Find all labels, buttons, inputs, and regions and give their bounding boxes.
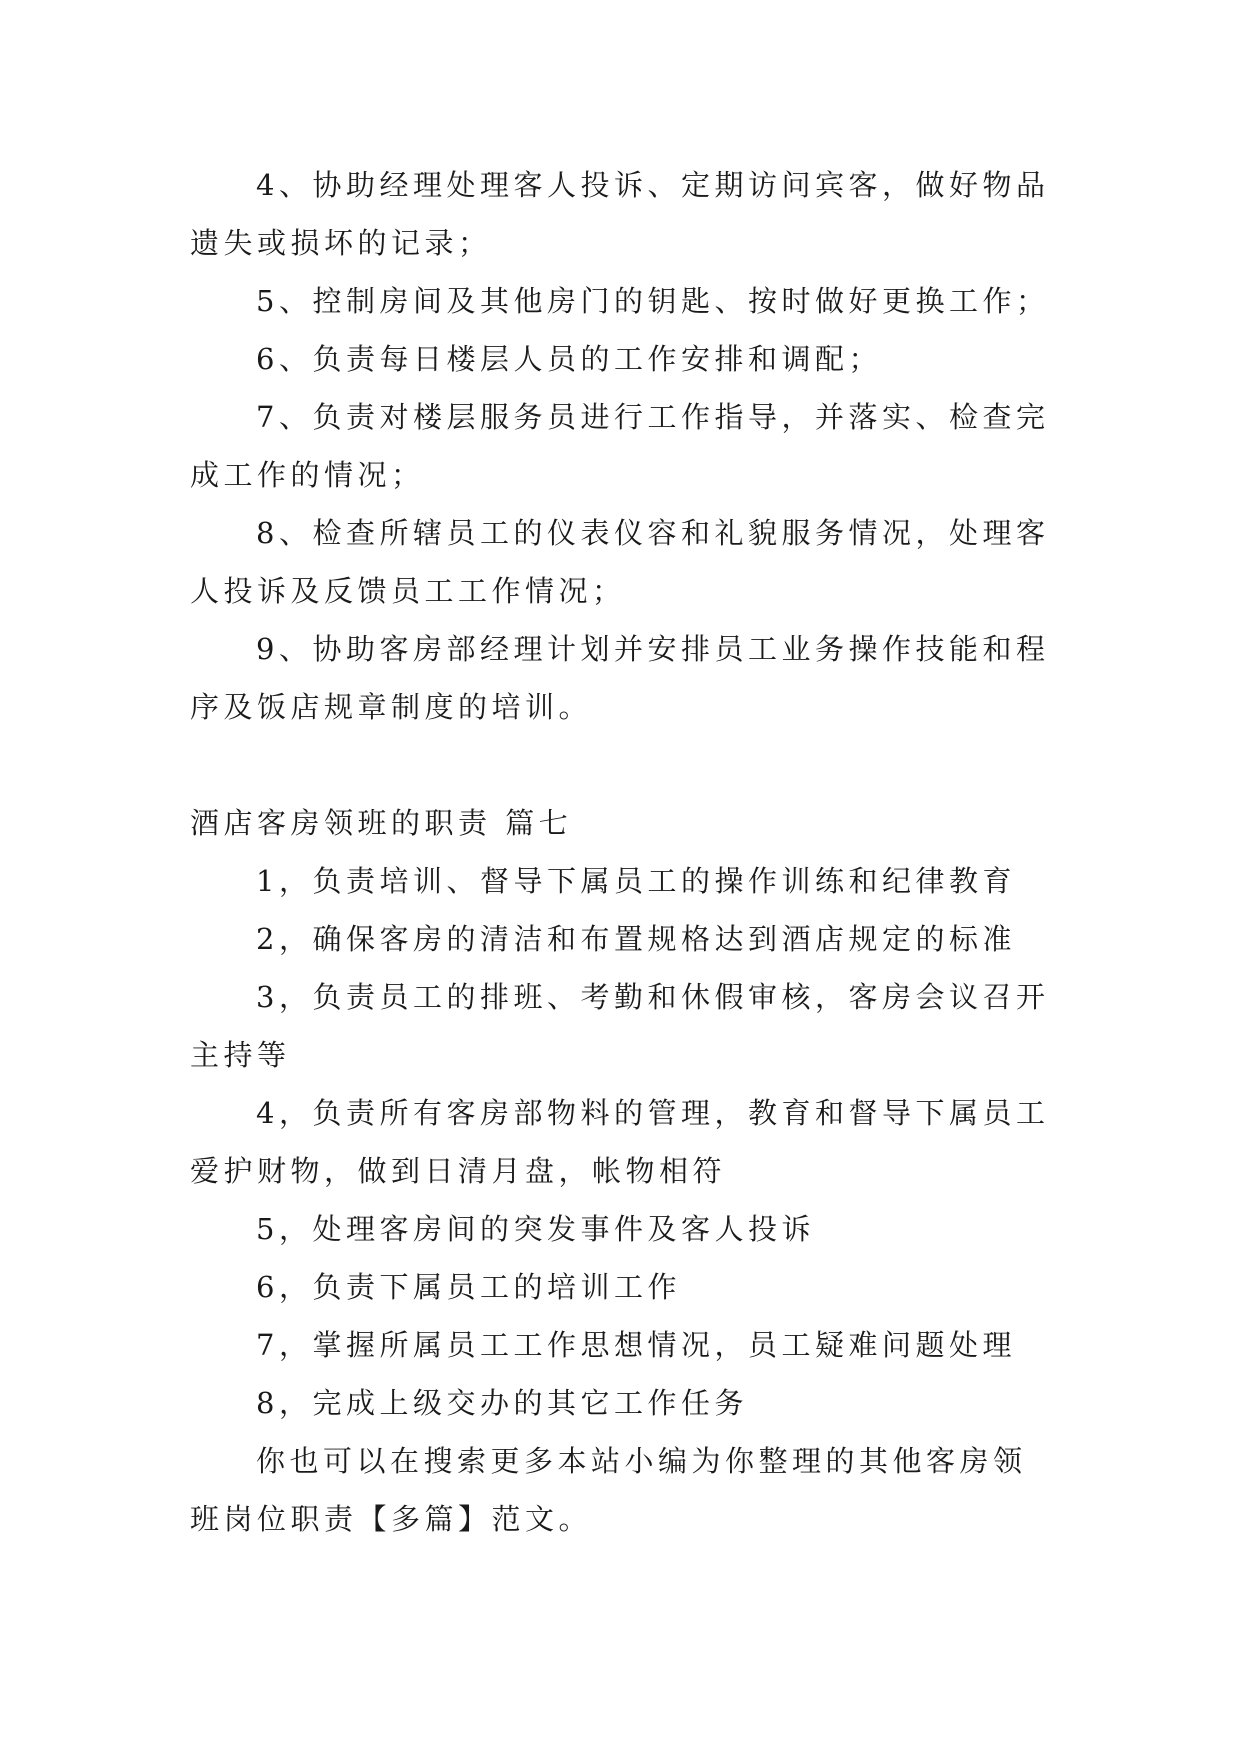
list-item: 8、检查所辖员工的仪表仪容和礼貌服务情况，处理客人投诉及反馈员工工作情况； — [190, 516, 1050, 608]
list-item: 4，负责所有客房部物料的管理，教育和督导下属员工爱护财物，做到日清月盘，帐物相符 — [190, 1096, 1050, 1188]
list-item: 6、负责每日楼层人员的工作安排和调配； — [256, 342, 882, 376]
list-item: 3，负责员工的排班、考勤和休假审核，客房会议召开主持等 — [190, 980, 1050, 1072]
section-spacer — [190, 736, 1050, 794]
list-item: 6，负责下属员工的培训工作 — [256, 1270, 681, 1304]
closing-paragraph: 你也可以在搜索更多本站小编为你整理的其他客房领班岗位职责【多篇】范文。 — [190, 1444, 1027, 1536]
list-item: 7、负责对楼层服务员进行工作指导，并落实、检查完成工作的情况； — [190, 400, 1050, 492]
list-item: 9、协助客房部经理计划并安排员工业务操作技能和程序及饭店规章制度的培训。 — [190, 632, 1050, 724]
list-item: 1，负责培训、督导下属员工的操作训练和纪律教育 — [256, 864, 1016, 898]
list-item: 5，处理客房间的突发事件及客人投诉 — [256, 1212, 815, 1246]
section-heading: 酒店客房领班的职责 篇七 — [190, 806, 573, 840]
document-page — [190, 156, 1050, 1548]
list-item: 8，完成上级交办的其它工作任务 — [256, 1386, 748, 1420]
list-item: 4、协助经理处理客人投诉、定期访问宾客，做好物品遗失或损坏的记录； — [190, 168, 1050, 260]
list-item: 5、控制房间及其他房门的钥匙、按时做好更换工作； — [256, 284, 1050, 318]
list-item: 7，掌握所属员工工作思想情况，员工疑难问题处理 — [256, 1328, 1016, 1362]
list-item: 2，确保客房的清洁和布置规格达到酒店规定的标准 — [256, 922, 1016, 956]
